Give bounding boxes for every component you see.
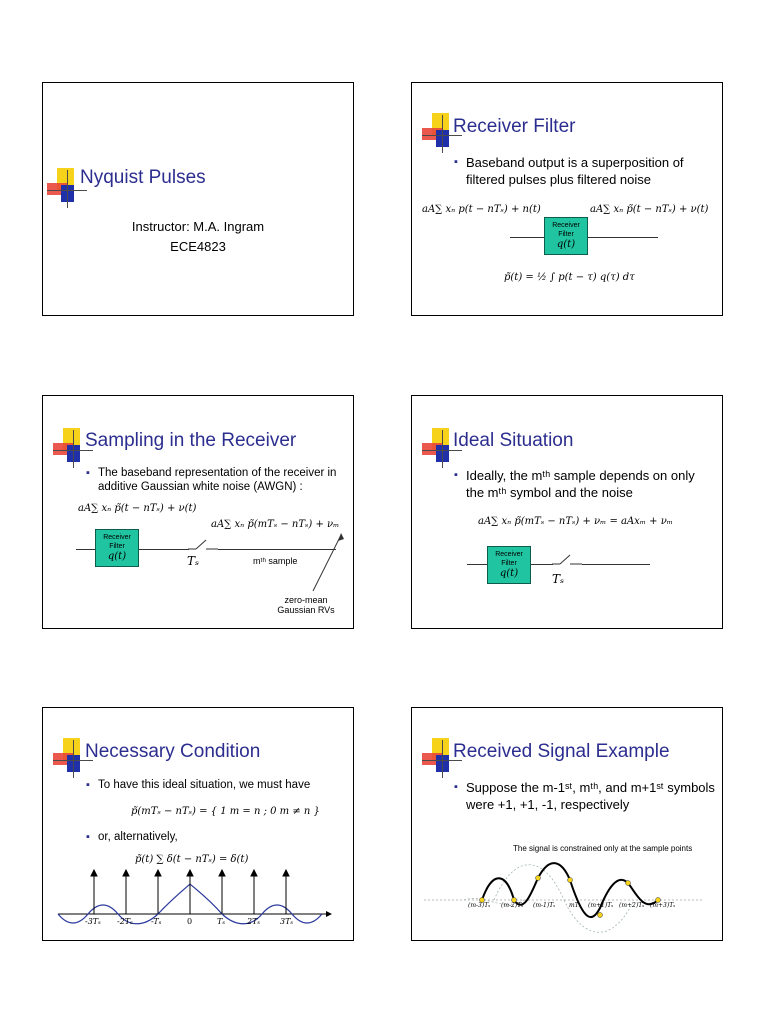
impulse-equation: p̃(t) ∑ δ(t − nTₛ) = δ(t): [135, 854, 249, 865]
axis-label: -Tₛ: [151, 917, 162, 926]
axis-label: 3Tₛ: [280, 917, 294, 926]
sampling-period: Tₛ: [552, 572, 565, 586]
received-signal-plot: [414, 853, 714, 933]
sampler-switch: [552, 551, 582, 571]
sample-output-line: [582, 564, 650, 565]
receiver-filter-box: Receiver Filter q(t): [95, 529, 139, 567]
slide-4: [411, 395, 723, 629]
slide-title: Receiver Filter: [453, 116, 576, 137]
output-equation: aA∑ xₙ p̃(t − nTₛ) + ν(t): [590, 204, 709, 215]
axis-label: (m-1)Tₛ: [533, 902, 556, 909]
condition-equation: p̃(mTₛ − nTₛ) = { 1 m = n ; 0 m ≠ n }: [131, 806, 320, 817]
ideal-equation: aA∑ xₙ p̃(mTₛ − nTₛ) + νₘ = aAxₘ + νₘ: [478, 516, 673, 527]
bullet-text: ▪ or, alternatively,: [98, 830, 178, 844]
noise-label: zero-mean Gaussian RVs: [277, 595, 335, 615]
instructor-line: Instructor: M.A. Ingram: [131, 219, 265, 234]
input-equation: aA∑ xₙ p(t − nTₛ) + n(t): [422, 204, 541, 215]
axis-label: (m+1)Tₛ: [588, 902, 614, 909]
slide-3: [42, 395, 354, 629]
axis-label: -2Tₛ: [117, 917, 133, 926]
axis-label: 2Tₛ: [247, 917, 261, 926]
axis-label: (m-2)Tₛ: [501, 902, 524, 909]
filter-output-line: [139, 549, 189, 550]
sampling-period: Tₛ: [187, 554, 200, 568]
chart-title: The signal is constrained only at the sample points: [513, 844, 693, 853]
output-line: [588, 237, 658, 238]
filter-output-line: [531, 564, 553, 565]
slide-title: Received Signal Example: [453, 741, 670, 762]
pulse-definition: p̃(t) = ½ ∫ p(t − τ) q(τ) dτ: [504, 272, 635, 283]
axis-label: (m-3)Tₛ: [468, 902, 491, 909]
noise-pointer-arrow: [309, 533, 349, 593]
sampler-switch: [188, 536, 218, 556]
slide-5: [42, 707, 354, 941]
input-line: [467, 564, 487, 565]
output-equation: aA∑ xₙ p̃(mTₛ − nTₛ) + νₘ: [211, 519, 340, 530]
axis-label: Tₛ: [217, 917, 226, 926]
axis-label: (m+3)Tₛ: [650, 902, 676, 909]
bullet-text: ▪ To have this ideal situation, we must have: [98, 778, 310, 792]
input-equation: aA∑ xₙ p̃(t − nTₛ) + ν(t): [78, 503, 197, 514]
input-line: [76, 549, 96, 550]
slide-title: Sampling in the Receiver: [85, 430, 297, 451]
slide-title: Necessary Condition: [85, 741, 261, 762]
axis-label: (m+2)Tₛ: [619, 902, 645, 909]
slide-2: [411, 82, 723, 316]
slide-title: Nyquist Pulses: [80, 167, 206, 188]
course-line: ECE4823: [170, 239, 226, 254]
axis-label: mTₛ: [569, 902, 581, 909]
input-line: [510, 237, 544, 238]
bullet-text: ▪ Baseband output is a superposition of filtered pulses plus filtered noise: [466, 154, 706, 188]
receiver-filter-box: Receiver Filter q(t): [487, 546, 531, 584]
bullet-text: ▪ The baseband representation of the receiver in additive Gaussian white noise (AWGN) :: [98, 466, 343, 494]
bullet-text: ▪ Ideally, the mᵗʰ sample depends on only the mᵗʰ symbol and the noise: [466, 467, 714, 501]
bullet-text: ▪ Suppose the m-1ˢᵗ, mᵗʰ, and m+1ˢᵗ symbols were +1, +1, -1, respectively: [466, 779, 716, 813]
axis-label: -3Tₛ: [85, 917, 101, 926]
receiver-filter-box: Receiver Filter q(t): [544, 217, 588, 255]
sample-label: mᵗʰ sample: [253, 556, 298, 566]
axis-label: 0: [187, 917, 193, 926]
slide-6: [411, 707, 723, 941]
slide-title: Ideal Situation: [453, 430, 574, 451]
slide-1: [42, 82, 354, 316]
